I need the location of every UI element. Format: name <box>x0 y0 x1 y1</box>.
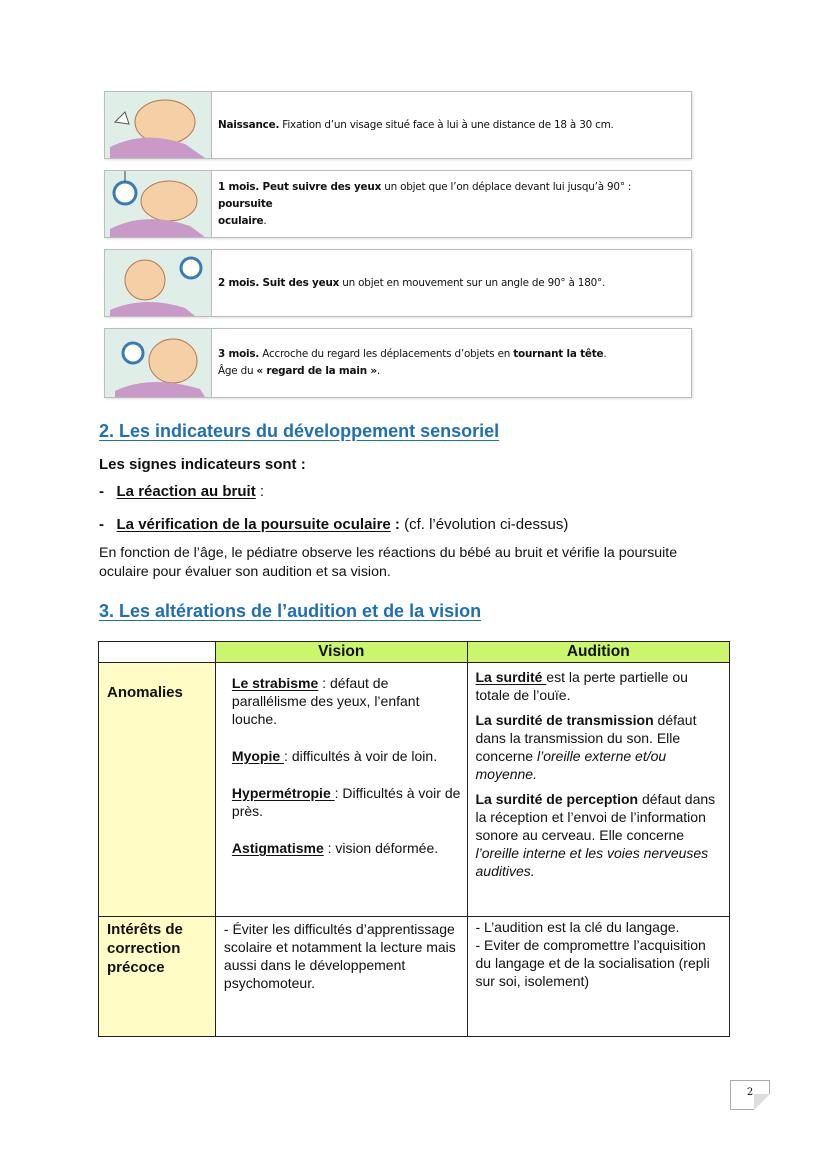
page-number: 2 <box>730 1080 770 1110</box>
audition-anomalies-cell: La surdité est la perte partielle ou totale de l’ouïe. La surdité de transmission défaut dans la transmission du son. Elle concerne l’oreille externe et/ou moyenne. La surdité de perception défaut dans la réception et l’envoi de l’information sonore au cerveau. Elle concerne l’oreille interne et les voies nerveuses auditives. <box>467 663 730 917</box>
table-corner-cell <box>99 642 216 663</box>
section-3-title: 3. Les altérations de l’audition et de la vision <box>99 601 482 621</box>
section-2-intro: Les signes indicateurs sont : <box>99 456 306 473</box>
baby-illustration <box>105 171 212 237</box>
vision-interest-cell: - Éviter les difficultés d’apprentissage scolaire et notamment la lecture mais aussi dans le développement psychomoteur. <box>215 917 467 1037</box>
alterations-table <box>98 641 730 1037</box>
header-audition: Audition <box>467 642 730 663</box>
bullet-noise-reaction: - La réaction au bruit : <box>99 483 265 500</box>
baby-illustration <box>105 250 212 316</box>
section-2-paragraph: En fonction de l’âge, le pédiatre observe les réactions du bébé au bruit et vérifie la poursuite oculaire pour évaluer son audition et sa vision. <box>99 545 678 580</box>
milestone-3-months <box>104 328 692 398</box>
section-2-title: 2. Les indicateurs du développement sensoriel <box>99 421 500 441</box>
baby-illustration <box>105 329 212 397</box>
bullet-ocular-pursuit: - La vérification de la poursuite oculaire : (cf. l’évolution ci-dessus) <box>99 516 569 533</box>
milestone-1-month <box>104 170 692 238</box>
milestone-text: 1 mois. Peut suivre des yeux un objet que l’on déplace devant lui jusqu’à 90° : poursuite oculaire. <box>218 180 632 227</box>
row-label-anomalies: Anomalies <box>99 663 216 917</box>
row-label-early-correction: Intérêts de correction précoce <box>99 917 216 1037</box>
milestone-text: 2 mois. Suit des yeux un objet en mouvement sur un angle de 90° à 180°. <box>218 276 606 289</box>
milestone-text: Naissance. Fixation d’un visage situé face à lui à une distance de 18 à 30 cm. <box>218 118 614 131</box>
audition-interest-cell: - L’audition est la clé du langage. - Eviter de compromettre l’acquisition du langage et de la socialisation (repli sur soi, isolement) <box>467 917 730 1037</box>
milestone-birth <box>104 91 692 159</box>
vision-anomalies-cell: Le strabisme : défaut de parallélisme des yeux, l’enfant louche. Myopie : difficultés à voir de loin. Hypermétropie : Difficultés à voir de près. Astigmatisme : vision déformée. <box>215 663 467 917</box>
header-vision: Vision <box>215 642 467 663</box>
milestone-2-months <box>104 249 692 317</box>
baby-illustration <box>105 92 212 158</box>
milestone-text: 3 mois. Accroche du regard les déplacements d’objets en tournant la tête. Âge du « regard de la main ». <box>218 348 607 377</box>
